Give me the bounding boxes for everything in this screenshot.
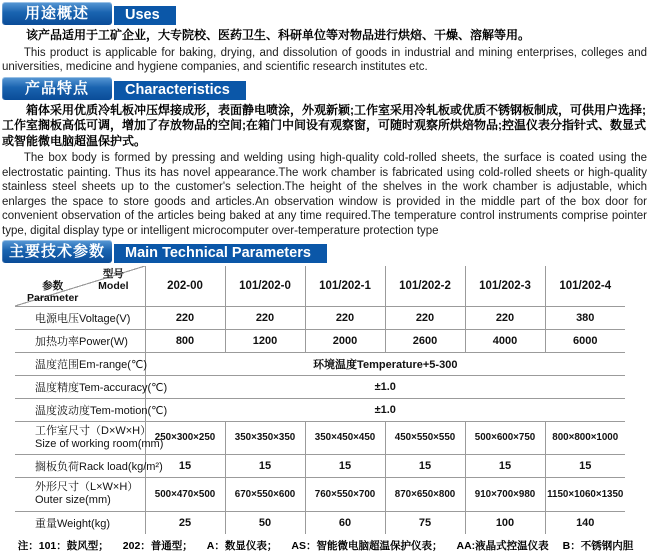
table-cell: 1150×1060×1350 — [545, 478, 625, 511]
table-cell-span: 环境温度Temperature+5-300 — [145, 352, 625, 375]
table-cell: 450×550×550 — [385, 421, 465, 454]
footnote — [0, 538, 651, 553]
table-cell: 220 — [305, 306, 385, 329]
table-cell: 220 — [465, 306, 545, 329]
model-column-header: 101/202-2 — [385, 266, 465, 306]
corner-model-label: 型号 Model — [98, 268, 129, 293]
table-cell: 6000 — [545, 329, 625, 352]
table-cell: 760×550×700 — [305, 478, 385, 511]
footnote-item: A：数显仪表； — [206, 539, 278, 552]
row-label: 搁板负荷Rack load(kg/m²) — [15, 455, 145, 478]
table-cell: 60 — [305, 511, 385, 534]
corner-parameter-label: 参数 Parameter — [27, 279, 79, 304]
table-row-temp-motion — [15, 398, 625, 421]
uses-paragraph-en: This product is applicable for baking, drying, and dissolution of goods in industrial and mining enterprises, colleges and universities, medicine and hygiene companies, and scientific research institutes etc. — [2, 46, 647, 74]
parameters-title-en: Main Technical Parameters — [114, 244, 327, 263]
table-cell: 220 — [385, 306, 465, 329]
model-column-header: 101/202-3 — [465, 266, 545, 306]
table-corner-cell — [15, 266, 145, 306]
table-cell: 220 — [145, 306, 225, 329]
table-cell: 500×470×500 — [145, 478, 225, 511]
table-cell: 15 — [145, 455, 225, 478]
characteristics-title-en: Characteristics — [114, 81, 246, 100]
footnote-item: 202：普通型； — [122, 539, 193, 552]
table-cell: 15 — [545, 455, 625, 478]
table-cell: 15 — [385, 455, 465, 478]
table-cell: 2600 — [385, 329, 465, 352]
table-row-working-room-size — [15, 421, 625, 454]
footnote-item: AA:液晶式控温仪表 — [456, 539, 549, 552]
characteristics-paragraph-cn: 箱体采用优质冷轧板冲压焊接成形，表面静电喷涂，外观新颖;工作室采用冷轧板或优质不锈钢板制成，可供用户选择;工作室搁板高低可调，增加了存放物品的空间;在箱门中间设有观察窗，可随时观察所烘焙物品;控温仪表分指针式、数显式或智能微电脑超温保护式。 — [2, 102, 646, 148]
table-row-weight — [15, 511, 625, 534]
table-row-power — [15, 329, 625, 352]
table-cell: 15 — [465, 455, 545, 478]
row-label: 温度波动度Tem-motion(℃) — [15, 398, 145, 421]
section-parameters — [0, 240, 651, 552]
model-column-header: 202-00 — [145, 266, 225, 306]
parameters-title-cn: 主要技术参数 — [2, 240, 112, 263]
footnote-item: 注：101：鼓风型； — [17, 539, 109, 552]
table-cell: 500×600×750 — [465, 421, 545, 454]
table-cell: 250×300×250 — [145, 421, 225, 454]
table-cell: 15 — [305, 455, 385, 478]
row-label: 加热功率Power(W) — [15, 329, 145, 352]
table-cell: 1200 — [225, 329, 305, 352]
table-cell: 350×350×350 — [225, 421, 305, 454]
footnote-item: AS：智能微电脑超温保护仪表； — [291, 539, 443, 552]
table-cell: 50 — [225, 511, 305, 534]
table-row-voltage — [15, 306, 625, 329]
characteristics-paragraph-en: The box body is formed by pressing and welding using high-quality cold-rolled sheets, the surface is coated using the electrostatic painting. Thus its has novel appearance.The work chamber is fabricated using cold-rolled sheets or high-quality stainless steel sheets up to the customer's selection.The height of the shelves in the work chamber is adjustable, which enlarges the space to store goods and articles.An observation window is provided in the middle part of the box door for convenient observation of the articles being baked at any time required.The temperature control instruments comprise pointer type, digital display type or intelligent microcomputer over-temperature protection type — [2, 152, 647, 237]
table-cell: 800×800×1000 — [545, 421, 625, 454]
uses-title-en: Uses — [114, 6, 176, 25]
table-cell: 670×550×600 — [225, 478, 305, 511]
row-label: 温度范围Em-range(℃) — [15, 352, 145, 375]
table-row-rack-load — [15, 455, 625, 478]
row-label: 外形尺寸（L×W×H） Outer size(mm) — [15, 478, 145, 511]
table-cell: 870×650×800 — [385, 478, 465, 511]
row-label: 电源电压Voltage(V) — [15, 306, 145, 329]
parameters-header — [2, 240, 651, 263]
table-cell: 100 — [465, 511, 545, 534]
table-cell: 220 — [225, 306, 305, 329]
row-label: 工作室尺寸（D×W×H） Size of working room(mm) — [15, 421, 145, 454]
table-cell-span: ±1.0 — [145, 398, 625, 421]
section-characteristics — [0, 77, 651, 239]
table-cell: 800 — [145, 329, 225, 352]
section-uses — [0, 2, 651, 75]
table-cell: 2000 — [305, 329, 385, 352]
row-label: 重量Weight(kg) — [15, 511, 145, 534]
table-cell: 380 — [545, 306, 625, 329]
table-cell-span: ±1.0 — [145, 375, 625, 398]
table-row-outer-size — [15, 478, 625, 511]
uses-paragraph-cn: 该产品适用于工矿企业，大专院校、医药卫生、科研单位等对物品进行烘焙、干燥、溶解等用。 — [26, 28, 531, 42]
table-row-temp-range — [15, 352, 625, 375]
table-cell: 140 — [545, 511, 625, 534]
table-cell: 15 — [225, 455, 305, 478]
table-cell: 25 — [145, 511, 225, 534]
table-cell: 350×450×450 — [305, 421, 385, 454]
model-column-header: 101/202-4 — [545, 266, 625, 306]
characteristics-header — [2, 77, 651, 100]
uses-header — [2, 2, 651, 25]
row-label: 温度精度Tem-accuracy(℃) — [15, 375, 145, 398]
model-column-header: 101/202-1 — [305, 266, 385, 306]
model-column-header: 101/202-0 — [225, 266, 305, 306]
uses-title-cn: 用途概述 — [2, 2, 112, 25]
table-row-temp-accuracy — [15, 375, 625, 398]
table-cell: 4000 — [465, 329, 545, 352]
table-cell: 75 — [385, 511, 465, 534]
table-cell: 910×700×980 — [465, 478, 545, 511]
parameters-table — [15, 266, 625, 533]
table-header-row — [15, 266, 625, 306]
characteristics-title-cn: 产品特点 — [2, 77, 112, 100]
footnote-item: B：不锈钢内胆 — [562, 539, 634, 552]
